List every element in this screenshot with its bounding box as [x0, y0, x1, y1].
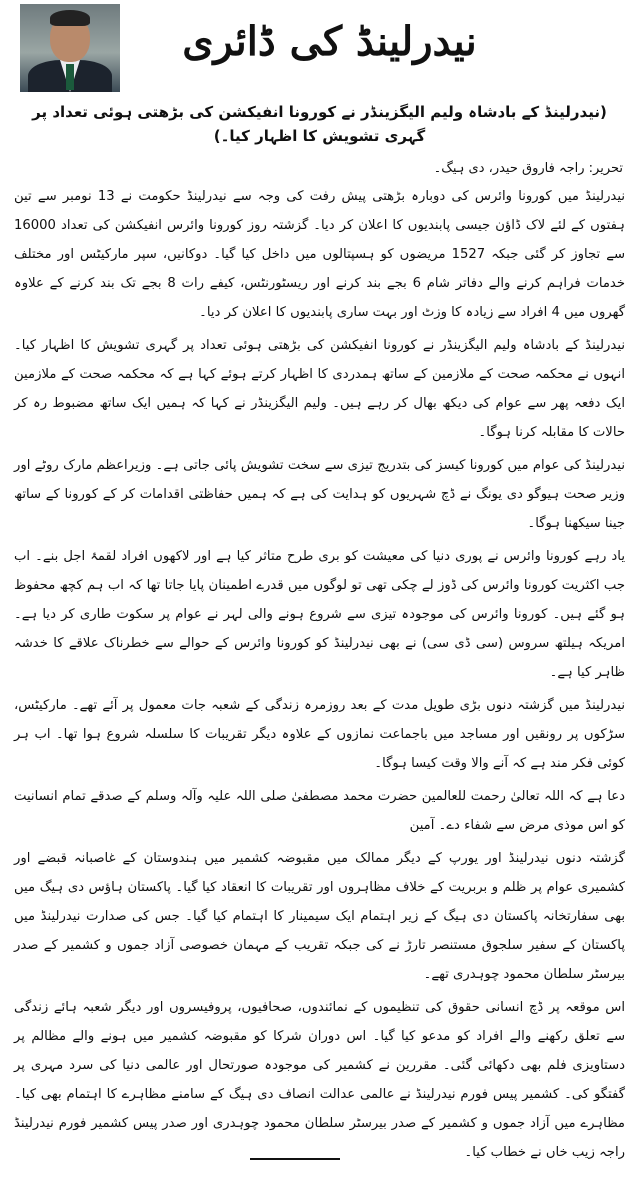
author-photo: [20, 4, 120, 92]
end-divider: [250, 1158, 340, 1160]
article-body: [0, 182, 639, 1167]
byline: تحریر: راجہ فاروق حیدر، دی ہیگ۔: [433, 161, 623, 176]
paragraph: اس موقعہ پر ڈچ انسانی حقوق کی تنظیموں کے نمائندوں، صحافیوں، پروفیسروں اور دیگر شعبہ ہائے زندگی سے تعلق رکھنے والے افراد کو مدعو کیا گیا۔ اس دوران شرکا کو مقبوضہ کشمیر میں ہونے والے مظالم پر دستاویزی فلم بھی دکھائی گئی۔ مقررین نے کشمیر کی موجودہ صورتحال اور عالمی دنیا کی سرد مہری پر گفتگو کی۔ کشمیر پیس فورم نیدرلینڈ نے عالمی عدالت انصاف دی ہیگ کے سامنے مظاہرے کا اہتمام بھی کیا۔ مظاہرے میں آزاد جموں و کشمیر کے صدر بیرسٹر سلطان محمود چوہدری اور صدر پیس کشمیر فورم نیدرلینڈ راجہ زیب خاں نے خطاب کیا۔: [14, 1000, 625, 1160]
paragraph: یاد رہے کورونا وائرس نے پوری دنیا کی معیشت کو بری طرح متاثر کیا ہے اور لاکھوں افراد لقمۂ اجل بنے۔ اب جب اکثریت کورونا وائرس کی ڈوز لے چکی تھی تو لوگوں میں قدرے اطمینان پایا جاتا تھا کہ اب ہم کچھ محفوظ ہو گئے ہیں۔ کورونا وائرس کی موجودہ تیزی سے شروع ہونے والی لہر نے عوام پر سکوت طاری کر دیا ہے۔ امریکہ ہیلتھ سروس (سی ڈی سی) نے بھی نیدرلینڈ کو کورونا وائرس کے حوالے سے خطرناک علاقے کا خدشہ ظاہر کیا ہے۔: [14, 549, 625, 680]
paragraph: نیدرلینڈ میں کورونا وائرس کی دوبارہ بڑھتی پیش رفت کی وجہ سے نیدرلینڈ حکومت نے 13 نومبر سے تین ہفتوں کے لئے لاک ڈاؤن جیسی پابندیوں کا اعلان کر دیا۔ گزشتہ روز کورونا وائرس انفیکشن کی تعداد 16000 سے تجاوز کر گئی جبکہ 1527 مریضوں کو ہسپتالوں میں داخل کیا گیا۔ دوکانیں، سپر مارکیٹس اور مختلف خدمات فراہم کرنے والے دفاتر شام 6 بجے بند کرنے اور ریسٹورنٹس، کیفے رات 8 بجے تک بند کرنے کے علاوہ گھروں میں 4 افراد سے زیادہ کا وزٹ اور بہت ساری پابندیوں کا اعلان کر دیا۔: [14, 189, 626, 320]
page-title: نیدرلینڈ کی ڈائری: [182, 18, 477, 65]
subtitle: (نیدرلینڈ کے بادشاہ ولیم الیگزینڈر نے کورونا انفیکشن کی بڑھتی ہوئی تعداد پر گہری تشویش کا اظہار کیا۔): [32, 103, 607, 145]
paragraph: دعا ہے کہ اللہ تعالیٰ رحمت للعالمین حضرت محمد مصطفیٰ صلی اللہ علیہ وآلہ وسلم کے صدقے تمام انسانیت کو اس موذی مرض سے شفاء دے۔ آمین: [14, 789, 625, 833]
paragraph: نیدرلینڈ میں گزشتہ دنوں بڑی طویل مدت کے بعد روزمرہ زندگی کے شعبہ جات معمول پر آئے تھے۔ مارکیٹس، سڑکوں پر رونقیں اور مساجد میں باجماعت نمازوں کے علاوہ دیگر تقریبات کا سلسلہ شروع ہوا تھا۔ اب ہر کوئی فکر مند ہے کہ آنے والا وقت کیسا ہوگا۔: [14, 698, 625, 771]
header: [0, 0, 639, 96]
paragraph: نیدرلینڈ کے بادشاہ ولیم الیگزینڈر نے کورونا انفیکشن کی بڑھتی ہوئی تعداد پر گہری تشویش کا اظہار کیا۔ انہوں نے محکمہ صحت کے ملازمین کے ساتھ ہمدردی کا اظہار کرتے ہوئے کہا ہے کہ محکمہ صحت کے ملازمین ایک دفعہ پھر سے عوام کی دیکھ بھال کر رہے ہیں۔ ولیم الیگزینڈر نے کہا کہ ہمیں ایک ساتھ مضبوط رہ کر حالات کا مقابلہ کرنا ہوگا۔: [14, 338, 625, 440]
paragraph: نیدرلینڈ کی عوام میں کورونا کیسز کی بتدریج تیزی سے سخت تشویش پائی جاتی ہے۔ وزیراعظم مارک روٹے اور وزیر صحت ہیوگو دی یونگ نے ڈچ شہریوں کو ہدایت کی ہے کہ ہمیں حفاظتی اقدامات کر کے کورونا کے ساتھ جینا سیکھنا ہوگا۔: [14, 458, 625, 531]
paragraph: گزشتہ دنوں نیدرلینڈ اور یورپ کے دیگر ممالک میں مقبوضہ کشمیر میں ہندوستان کے غاصبانہ قبضے اور کشمیری عوام پر ظلم و بربریت کے خلاف مظاہروں اور تقریبات کا انعقاد کیا گیا۔ پاکستان ہاؤس دی ہیگ میں بھی سفارتخانہ پاکستان دی ہیگ کے زیر اہتمام ایک سیمینار کا اہتمام کیا گیا۔ جس کی صدارت نیدرلینڈ میں پاکستان کے سفیر سلجوق مستنصر تارڑ نے کی جبکہ تقریب کے مہمان خصوصی آزاد جموں و کشمیر کے صدر بیرسٹر سلطان محمود چوہدری تھے۔: [14, 851, 625, 982]
